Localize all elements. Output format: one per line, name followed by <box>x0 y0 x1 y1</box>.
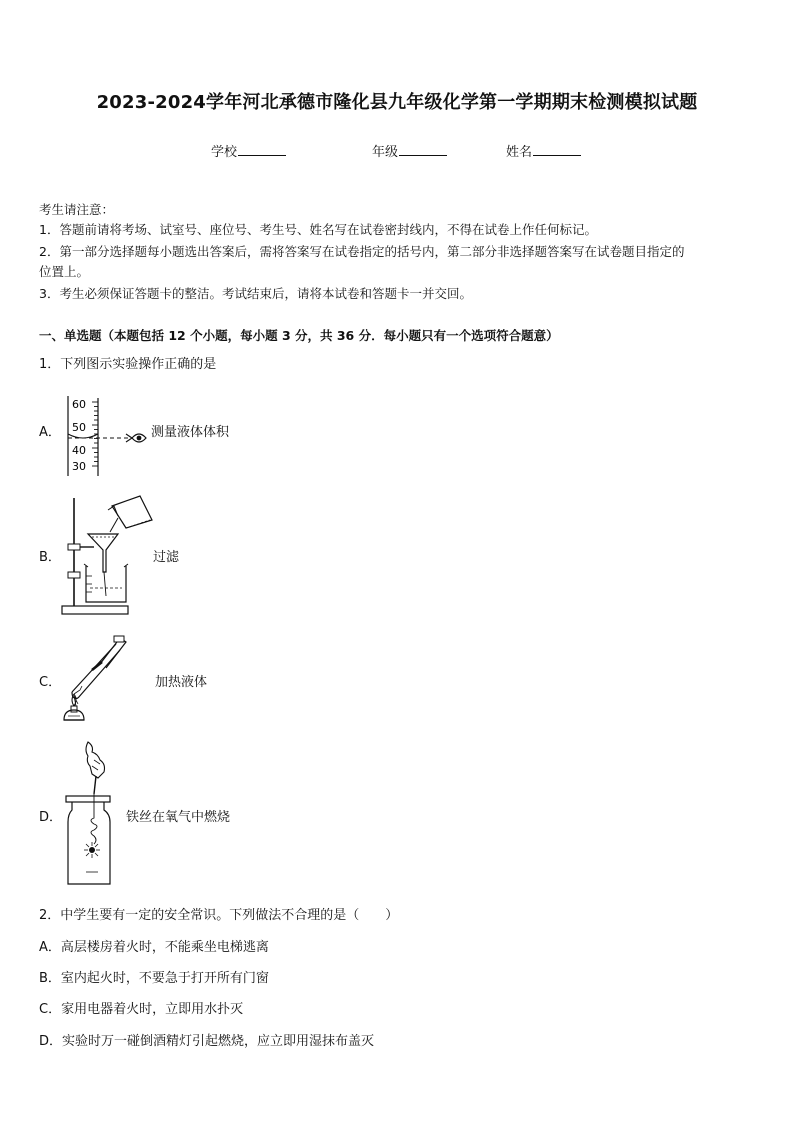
name-label: 姓名 <box>506 145 533 160</box>
q2-option-a-text: 高层楼房着火时，不能乘坐电梯逃离 <box>60 940 269 955</box>
q2-option-d-text: 实验时万一碰倒酒精灯引起燃烧，应立即用湿抹布盖灭 <box>62 1034 375 1049</box>
q2-option-c <box>39 998 243 1017</box>
q1-option-b-letter: B． <box>39 550 61 565</box>
grade-blank[interactable] <box>399 143 447 156</box>
q2-option-d <box>39 1030 374 1049</box>
q2-option-d-letter: D． <box>39 1034 63 1049</box>
tick-label-30: 30 <box>72 460 86 473</box>
q1-option-b-text: 过滤 <box>153 550 180 565</box>
grade-label: 年级 <box>372 145 399 160</box>
school-label: 学校 <box>211 145 238 160</box>
notice-item-3: 3．考生必须保证答题卡的整洁。考试结束后，请将本试卷和答题卡一并交回。 <box>39 286 472 301</box>
tick-label-60: 60 <box>72 398 86 411</box>
heating-test-tube-figure <box>62 634 132 726</box>
page-title: 2023-2024学年河北承德市隆化县九年级化学第一学期期末检测模拟试题 <box>96 92 698 113</box>
graduated-cylinder-figure <box>62 394 152 478</box>
q2-option-a <box>39 936 269 955</box>
section-heading: 一、单选题（本题包括 12 个小题，每小题 3 分，共 36 分．每小题只有一个选项符合题意） <box>39 328 559 343</box>
q1-option-a-text: 测量液体体积 <box>151 425 230 440</box>
school-blank[interactable] <box>238 143 286 156</box>
notice-item-2: 2．第一部分选择题每小题选出答案后，需将答案写在试卷指定的括号内，第二部分非选择题答案写在试卷题目指定的 <box>39 244 685 259</box>
q1-option-c-letter: C． <box>39 675 62 690</box>
q1-option-d-text: 铁丝在氧气中燃烧 <box>126 810 231 825</box>
school-field[interactable] <box>211 141 286 160</box>
q2-option-a-letter: A． <box>39 940 61 955</box>
q2-option-b-letter: B． <box>39 971 61 986</box>
tick-label-50: 50 <box>72 421 86 434</box>
q2-option-c-letter: C． <box>39 1002 62 1017</box>
q2-option-c-text: 家用电器着火时，立即用水扑灭 <box>61 1002 244 1017</box>
notice-item-1: 1．答题前请将考场、试室号、座位号、考生号、姓名写在试卷密封线内，不得在试卷上作任何标记。 <box>39 222 597 237</box>
q1-option-d-letter: D． <box>39 810 63 825</box>
q1-option-a-letter: A． <box>39 425 61 440</box>
tick-label-40: 40 <box>72 444 86 457</box>
q2-stem: 2．中学生要有一定的安全常识。下列做法不合理的是（ ） <box>39 908 399 923</box>
iron-wire-in-oxygen-figure <box>64 738 120 888</box>
q1-stem: 1．下列图示实验操作正确的是 <box>39 357 217 372</box>
filtration-figure <box>60 492 156 616</box>
q2-option-b-text: 室内起火时，不要急于打开所有门窗 <box>60 971 269 986</box>
grade-field[interactable] <box>372 141 447 160</box>
name-blank[interactable] <box>533 143 581 156</box>
name-field[interactable] <box>506 141 581 160</box>
notice-heading: 考生请注意： <box>39 202 115 217</box>
notice-item-2-cont: 位置上。 <box>39 264 90 279</box>
q1-option-c-text: 加热液体 <box>155 675 208 690</box>
q2-option-b <box>39 967 269 986</box>
